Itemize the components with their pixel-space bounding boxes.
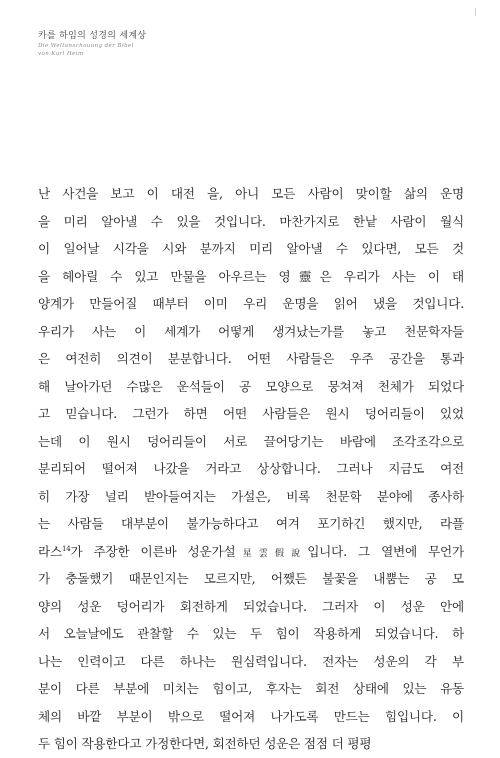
text-line: 분이 다른 부분에 미치는 힘이고, 후자는 회전 상태에 있는 유동 (38, 681, 464, 696)
text-line: 난 사건을 보고 이 대전 을, 아니 모든 사람이 맞이할 삶의 운명 (38, 186, 464, 201)
text-line-laplace (38, 538, 464, 566)
running-head (38, 30, 146, 58)
text-line: 해 날아가던 수많은 운석들이 공 모양으로 뭉쳐져 천체가 되었다 (38, 378, 464, 394)
running-head-subtitle-line2: von Karl Heim (38, 51, 84, 57)
text-line: 히 가장 널리 받아들여지는 가설은, 비록 천문학 분야에 종사하 (38, 488, 464, 504)
text-line: 가 충돌했기 때문인지는 모르지만, 어쨌든 불꽃을 내뿜는 공 모 (38, 571, 464, 586)
text-line: 양의 성운 덩어리가 회전하게 되었습니다. 그러자 이 성운 안에 (38, 598, 464, 614)
laplace-name: 라스 (38, 543, 62, 559)
text-line: 양계가 만들어질 때부터 이미 우리 운명을 읽어 냈을 것입니다. (38, 296, 464, 311)
text-line: 분리되어 떨어져 나갔을 거라고 상상합니다. 그러나 지금도 여전 (38, 461, 464, 476)
hanja-gloss: 星雲假說 (235, 548, 308, 559)
text-line: 을 헤아릴 수 있고 만물을 아우르는 영靈은 우리가 사는 이 태 (38, 268, 464, 284)
text-line: 우리가 사는 이 세계가 어떻게 생겨났는가를 놓고 천문학자들 (38, 323, 464, 339)
text-line: 두 힘이 작용한다고 가정한다면, 회전하던 성운은 점점 더 평평 (38, 736, 372, 751)
text-line: 은 여전히 의견이 분분합니다. 어떤 사람들은 우주 공간을 통과 (38, 351, 464, 366)
text-line: 체의 바깥 부분이 밖으로 떨어져 나가도록 만드는 힘입니다. 이 (38, 708, 464, 724)
text-line: 이 일어날 시각을 시와 분까지 미리 알아낼 수 있다면, 모든 것 (38, 241, 464, 256)
text-line: 서 오늘날에도 관찰할 수 있는 두 힘이 작용하게 되었습니다. 하 (38, 626, 464, 641)
laplace-text-a: 가 주장한 이른바 성운가설 (70, 543, 236, 559)
text-line: 는 사람들 대부분이 불가능하다고 여겨 포기하긴 했지만, 라플 (38, 516, 464, 531)
running-head-subtitle-line1: Die Weltanschauung der Bibel (38, 43, 134, 49)
page-corner-mark (475, 8, 478, 16)
laplace-text-b: 입니다. 그 열변에 무언가 (307, 543, 464, 559)
text-line: 나는 인력이고 다른 하나는 원심력입니다. 전자는 성운의 각 부 (38, 653, 464, 669)
text-line: 는데 이 원시 덩어리들이 서로 끌어당기는 바람에 조각조각으로 (38, 433, 464, 449)
text-line: 을 미리 알아낼 수 있을 것입니다. 마찬가지로 한낱 사람이 월식 (38, 213, 464, 229)
text-line: 고 믿습니다. 그런가 하면 어떤 사람들은 원시 덩어리들이 있었 (38, 406, 464, 421)
body-text (38, 180, 464, 758)
footnote-marker: 14 (61, 544, 71, 553)
running-head-title: 카를 하임의 성경의 세계상 (38, 31, 147, 41)
